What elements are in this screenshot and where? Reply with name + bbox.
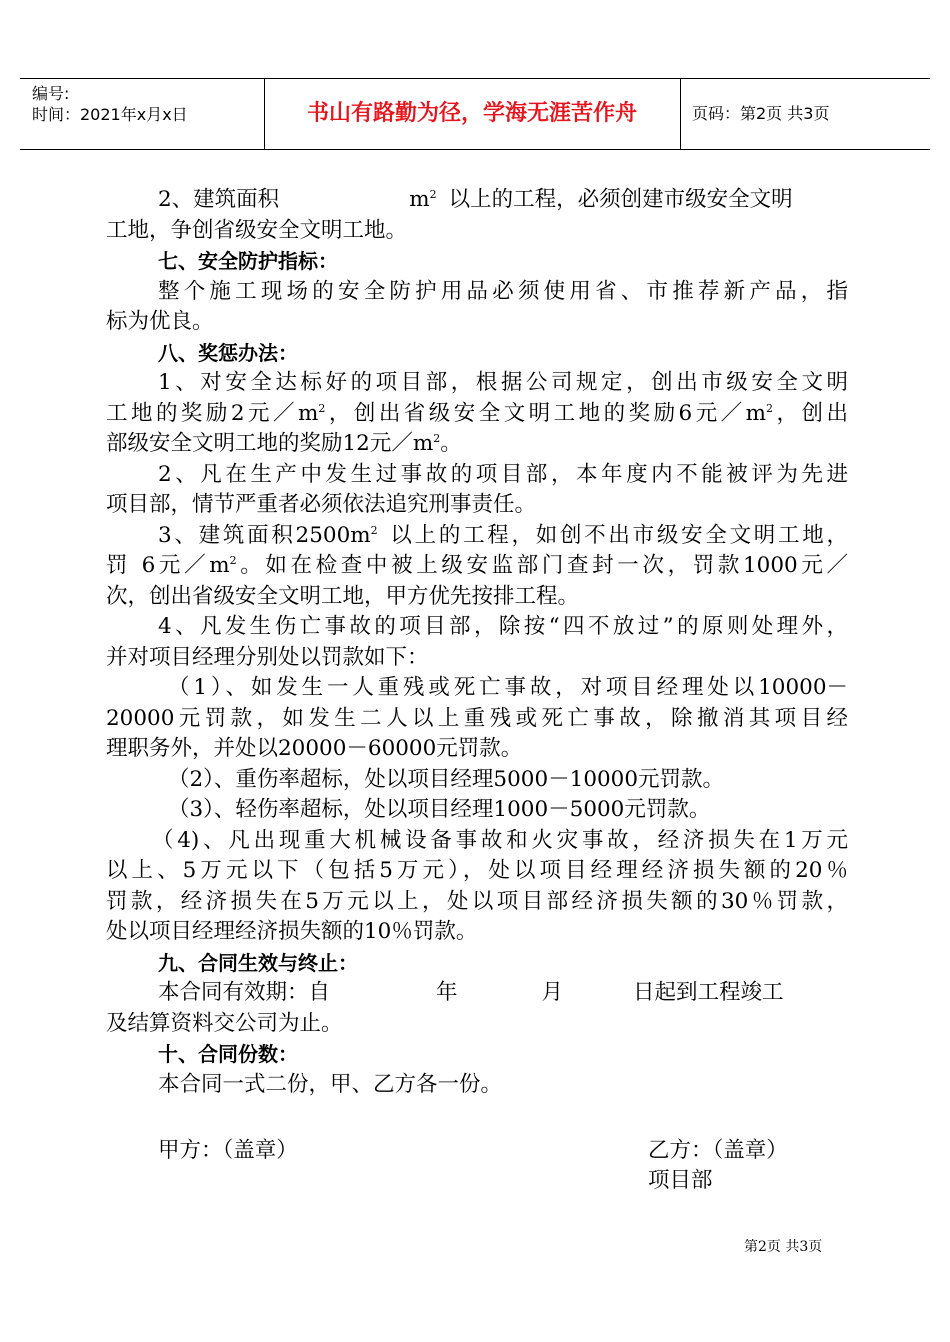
- section-heading: 八、奖惩办法：: [158, 340, 298, 365]
- body-line: 工地，争创省级安全文明工地。: [106, 217, 408, 243]
- page-header: [20, 78, 930, 150]
- body-line: （3）、轻伤率超标，处以项目经理1000－5000元罚款。: [168, 797, 711, 822]
- section-heading: 十、合同份数：: [158, 1042, 298, 1066]
- body-line: 次，创出省级安全文明工地，甲方优先按排工程。: [106, 583, 580, 609]
- body-line: （1）、如发生一人重残或死亡事故，对项目经理处以10000－: [168, 675, 848, 700]
- body-line: 以上、5万元以下（包括5万元），处以项目经理经济损失额的20％: [106, 858, 848, 883]
- section-heading: 九、合同生效与终止：: [158, 950, 358, 975]
- body-line: 本合同一式二份，甲、乙方各一份。: [158, 1071, 503, 1097]
- body-line: （2）、重伤率超标，处以项目经理5000－10000元罚款。: [168, 766, 725, 792]
- time-label: 时间：2021年x月x日: [32, 105, 188, 124]
- body-line: 处以项目经理经济损失额的10％罚款。: [106, 919, 478, 944]
- body-line: 2、凡在生产中发生过事故的项目部，本年度内不能被评为先进: [158, 461, 848, 487]
- body-line: 部级安全文明工地的奖励12元$/m^2$。: [106, 431, 462, 456]
- body-line: 标为优良。: [106, 309, 214, 334]
- body-line: 3、建筑面积$2500m^2$ 以上的工程，如创不出市级安全文明工地，: [158, 522, 848, 548]
- body-line: 罚 6元$/m^2$。如在检查中被上级安监部门查封一次，罚款1000元／: [106, 553, 848, 578]
- body-line: 项目部，情节严重者必须依法追究刑事责任。: [106, 492, 537, 517]
- number-label: 编号:: [32, 84, 70, 103]
- header-divider-right: [680, 79, 681, 149]
- body-line: 整个施工现场的安全防护用品必须使用省、市推荐新产品，指: [158, 278, 848, 304]
- header-page-label: 页码：第2页 共3页: [692, 104, 830, 123]
- body-line: 及结算资料交公司为止。: [106, 1010, 343, 1036]
- page-footer: 第2页 共3页: [744, 1239, 823, 1255]
- party-a-signature: 甲方：（盖章）: [158, 1138, 298, 1163]
- header-meta: [32, 83, 272, 125]
- party-b-signature: 乙方：（盖章）: [648, 1138, 788, 1163]
- body-line: 4、凡发生伤亡事故的项目部，除按“四不放过”的原则处理外，: [158, 614, 848, 639]
- body-line: 工地的奖励2元$/m^2$，创出省级安全文明工地的奖励6元$/m^2$，创出: [106, 400, 848, 426]
- body-line: 本合同有效期：自 年 月 日起到工程竣工: [158, 980, 784, 1005]
- party-b-dept: 项目部: [648, 1168, 713, 1193]
- body-line: （4)、凡出现重大机械设备事故和火灾事故，经济损失在1万元: [152, 827, 848, 853]
- body-line: 2、建筑面积 $m^2$ 以上的工程，必须创建市级安全文明: [158, 187, 793, 212]
- body-line: 罚款，经济损失在5万元以上，处以项目部经济损失额的30％罚款，: [106, 888, 848, 914]
- document-body: [106, 185, 848, 1100]
- section-heading: 七、安全防护指标：: [158, 249, 338, 273]
- superscript: 2: [429, 187, 437, 201]
- body-line: 1、对安全达标好的项目部，根据公司规定，创出市级安全文明: [158, 370, 848, 395]
- body-line: 20000元罚款，如发生二人以上重残或死亡事故，除撤消其项目经: [106, 705, 848, 731]
- body-line: 并对项目经理分别处以罚款如下：: [106, 644, 429, 670]
- body-line: 理职务外，并处以20000－60000元罚款。: [106, 736, 523, 761]
- header-motto: 书山有路勤为径，学海无涯苦作舟: [306, 101, 637, 126]
